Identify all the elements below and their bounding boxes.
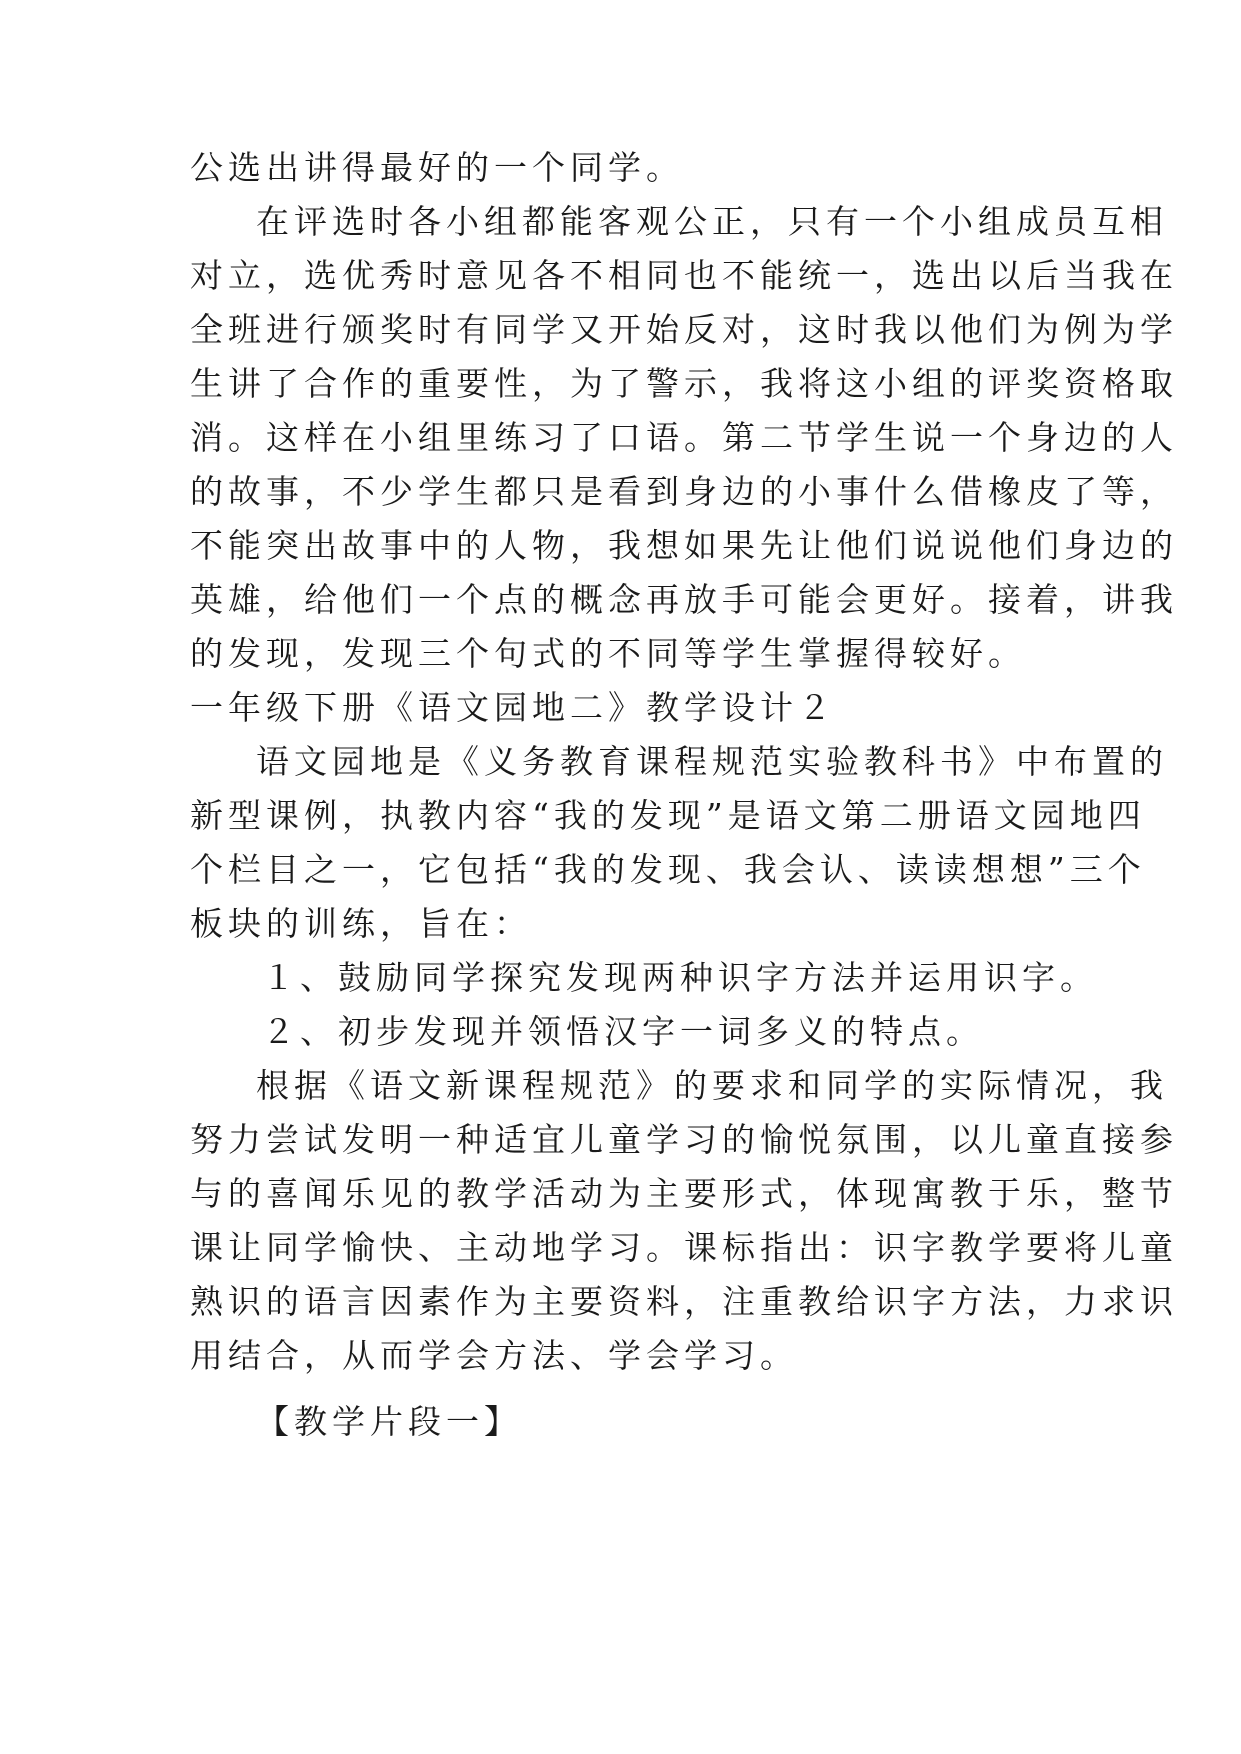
text-line: 个栏目之一，它包括“我的发现、我会认、读读想想”三个 bbox=[190, 850, 1146, 889]
text-line: 不能突出故事中的人物，我想如果先让他们说说他们身边的 bbox=[190, 526, 1178, 565]
text-line: 课让同学愉快、主动地学习。课标指出：识字教学要将儿童 bbox=[190, 1228, 1178, 1267]
text-line: 语文园地是《义务教育课程规范实验教科书》中布置的 bbox=[256, 742, 1168, 781]
text-line: 板块的训练，旨在： bbox=[190, 904, 532, 943]
text-line: 的故事，不少学生都只是看到身边的小事什么借橡皮了等， bbox=[190, 472, 1178, 511]
section-heading: 一年级下册《语文园地二》教学设计２ bbox=[190, 688, 836, 727]
text-line: 在评选时各小组都能客观公正，只有一个小组成员互相 bbox=[256, 202, 1168, 241]
text-line: 英雄，给他们一个点的概念再放手可能会更好。接着，讲我 bbox=[190, 580, 1178, 619]
text-line: 消。这样在小组里练习了口语。第二节学生说一个身边的人 bbox=[190, 418, 1178, 457]
text-line: 用结合，从而学会方法、学会学习。 bbox=[190, 1336, 798, 1375]
text-line: 对立，选优秀时意见各不相同也不能统一，选出以后当我在 bbox=[190, 256, 1178, 295]
text-line: 熟识的语言因素作为主要资料，注重教给识字方法，力求识 bbox=[190, 1282, 1178, 1321]
list-item: １、鼓励同学探究发现两种识字方法并运用识字。 bbox=[262, 958, 1098, 997]
text-line: 的发现，发现三个句式的不同等学生掌握得较好。 bbox=[190, 634, 1026, 673]
list-item: ２、初步发现并领悟汉字一词多义的特点。 bbox=[262, 1012, 984, 1051]
text-line: 根据《语文新课程规范》的要求和同学的实际情况，我 bbox=[256, 1066, 1168, 1105]
text-line: 生讲了合作的重要性，为了警示，我将这小组的评奖资格取 bbox=[190, 364, 1178, 403]
text-line: 全班进行颁奖时有同学又开始反对，这时我以他们为例为学 bbox=[190, 310, 1178, 349]
text-line: 公选出讲得最好的一个同学。 bbox=[190, 148, 684, 187]
text-line: 努力尝试发明一种适宜儿童学习的愉悦氛围，以儿童直接参 bbox=[190, 1120, 1178, 1159]
text-line: 新型课例，执教内容“我的发现”是语文第二册语文园地四 bbox=[190, 796, 1146, 835]
section-label: 【教学片段一】 bbox=[256, 1402, 522, 1441]
text-line: 与的喜闻乐见的教学活动为主要形式，体现寓教于乐，整节 bbox=[190, 1174, 1178, 1213]
